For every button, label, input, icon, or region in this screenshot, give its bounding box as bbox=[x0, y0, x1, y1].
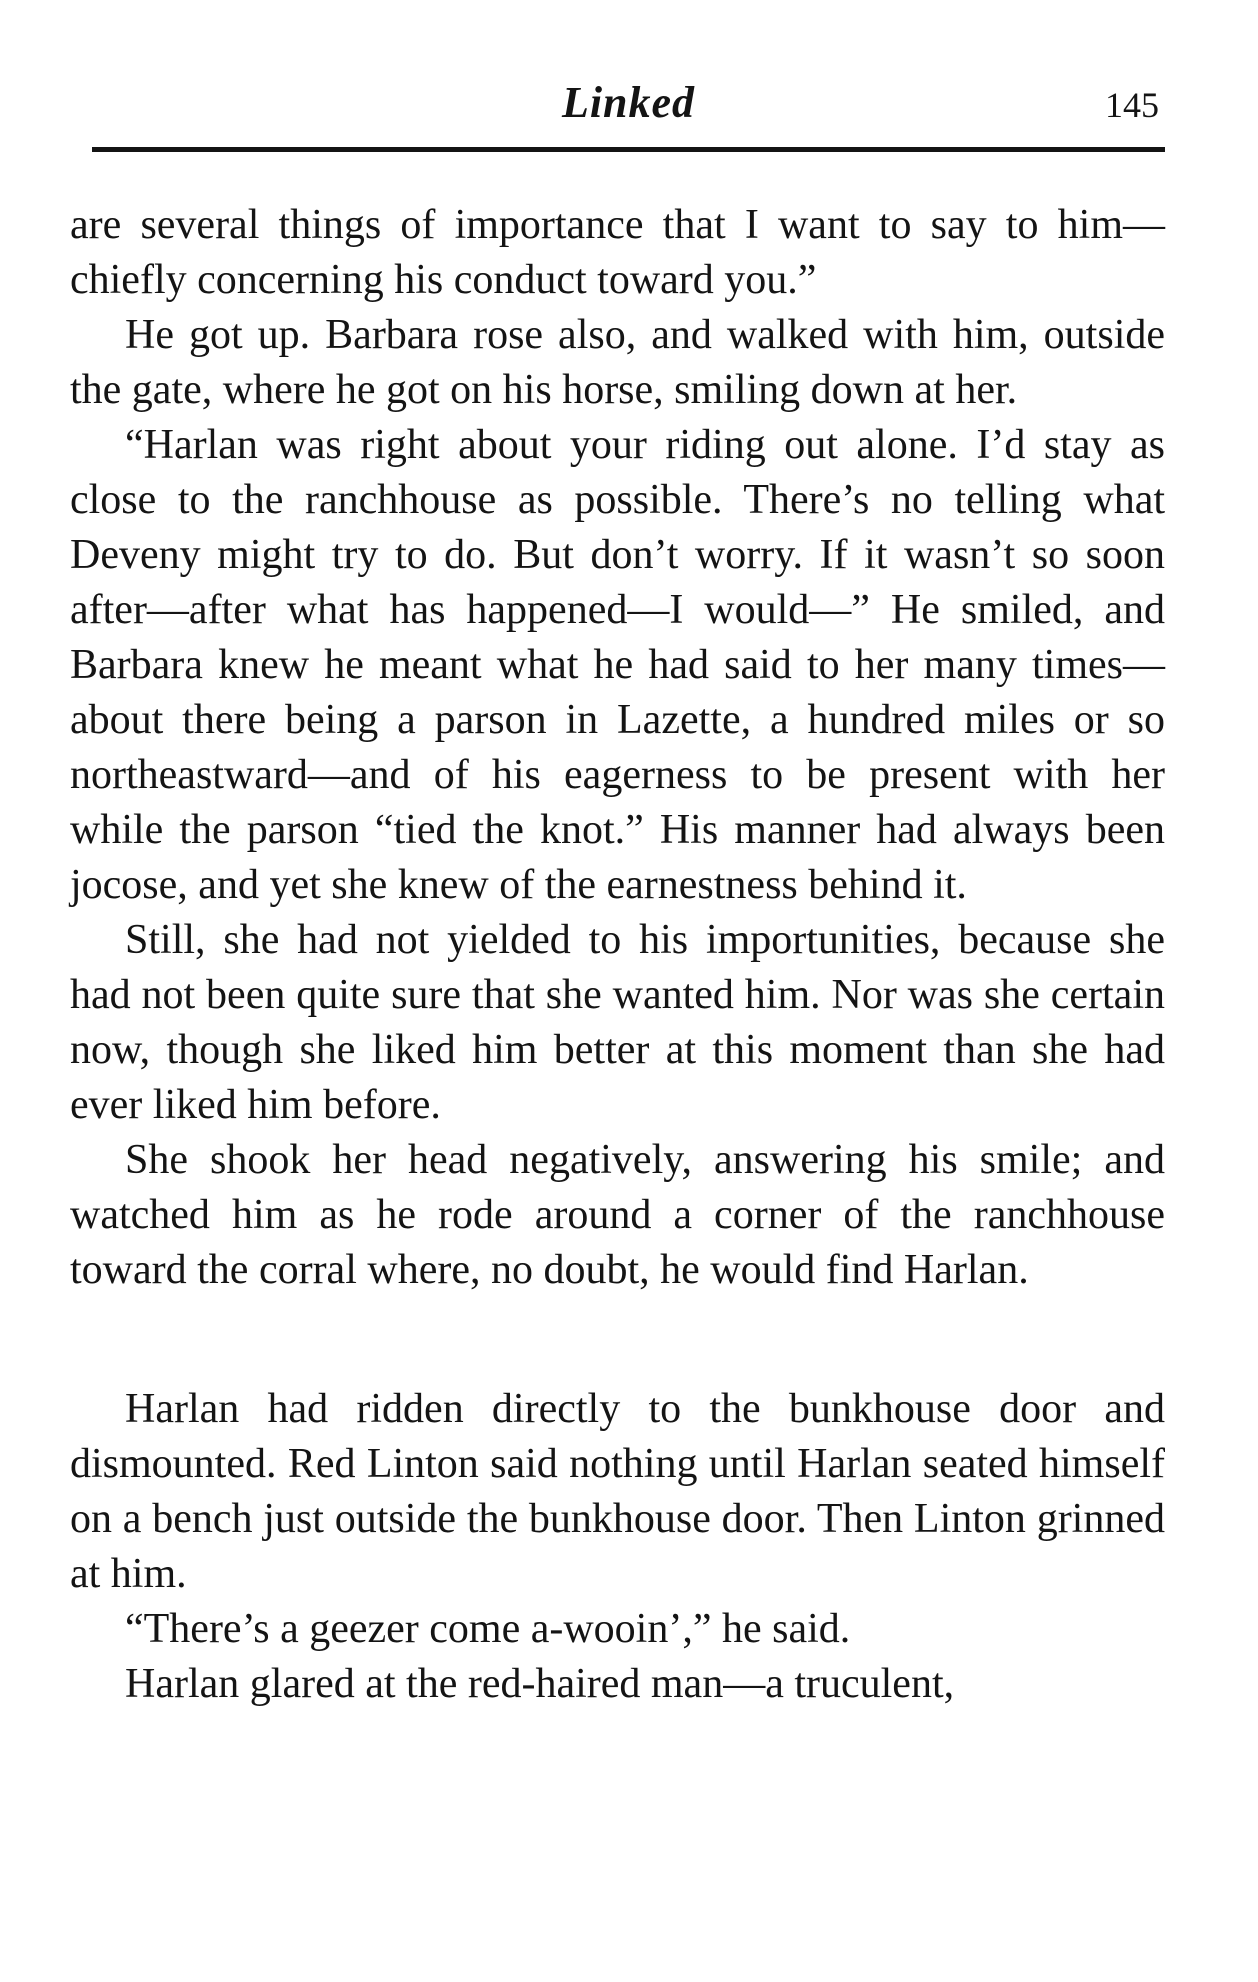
running-head bbox=[92, 78, 1165, 138]
paragraph-continued: are several things of importance that I want to say to him—chiefly concerning his conduct toward you.” bbox=[70, 202, 1165, 303]
paragraph: Still, she had not yielded to his importunities, because she had not been quite sure that she wanted him. Nor was she certain now, though she liked him better at this moment than she had ever liked him before. bbox=[70, 917, 1165, 1128]
paragraph: She shook her head negatively, answering his smile; and watched him as he rode around a corner of the ranchhouse toward the corral where, no doubt, he would find Harlan. bbox=[70, 1137, 1165, 1293]
paragraph: “Harlan was right about your riding out alone. I’d stay as close to the ranchhouse as possible. There’s no telling what Deveny might try to do. But don’t worry. If it wasn’t so soon after—after what has happened—I would—” He smiled, and Barbara knew he meant what he had said to her many times—about there being a parson in Lazette, a hundred miles or so northeastward—and of his eagerness to be present with her while the parson “tied the knot.” His manner had always been jocose, and yet she knew of the earnestness behind it. bbox=[70, 422, 1165, 908]
paragraph: Harlan glared at the red-haired man—a truculent, bbox=[125, 1661, 955, 1707]
paragraph: He got up. Barbara rose also, and walked with him, outside the gate, where he got on his horse, smiling down at her. bbox=[70, 312, 1165, 413]
header-rule bbox=[92, 147, 1165, 152]
paragraph: “There’s a geezer come a-wooin’,” he said. bbox=[125, 1606, 851, 1652]
section-break bbox=[70, 1298, 1165, 1382]
paragraph: Harlan had ridden directly to the bunkhouse door and dismounted. Red Linton said nothing until Harlan seated himself on a bench just outside the bunkhouse door. Then Linton grinned at him. bbox=[70, 1386, 1165, 1597]
body-text bbox=[70, 198, 1165, 1712]
page-number: 145 bbox=[1105, 85, 1159, 125]
running-title: Linked bbox=[561, 78, 696, 127]
